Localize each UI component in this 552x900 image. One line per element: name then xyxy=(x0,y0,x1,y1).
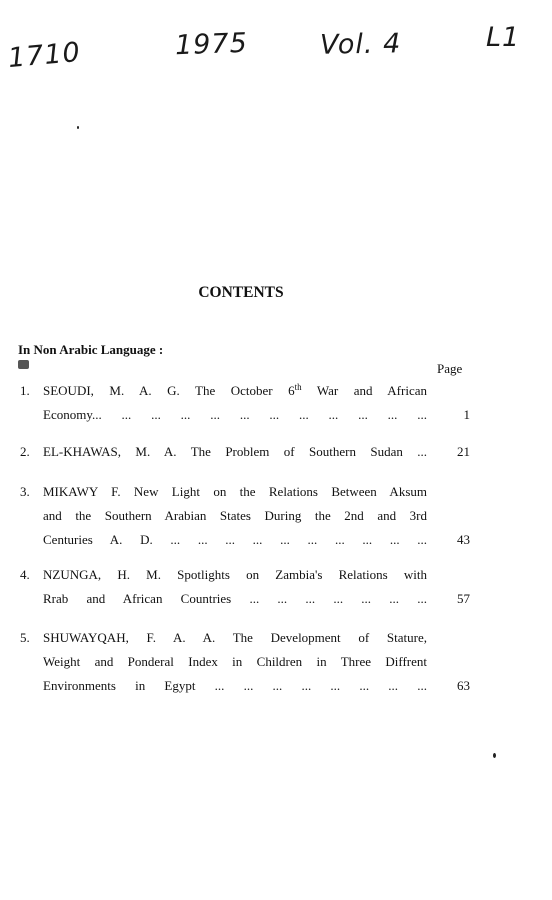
entry-page-number: 1 xyxy=(463,407,470,422)
handwritten-number-left: 1710 xyxy=(6,36,82,75)
handwritten-volume: Vol. 4 xyxy=(319,28,402,61)
entry-number: 5. xyxy=(20,630,30,645)
handwritten-year: 1975 xyxy=(174,27,249,62)
entry-number: 3. xyxy=(20,484,30,499)
toc-entry xyxy=(0,444,552,468)
entry-line: SHUWAYQAH, F. A. A. The Development of Stature, xyxy=(43,630,427,645)
entry-page-number: 43 xyxy=(457,532,470,547)
ordinal-suffix: th xyxy=(294,382,302,392)
entry-line: Centuries A. D. ... ... ... ... ... ... ... ... ... ... xyxy=(43,532,427,547)
entry-page-number: 21 xyxy=(457,444,470,459)
toc-entry xyxy=(0,567,552,615)
toc-entry xyxy=(0,383,552,431)
entry-line: Rrab and African Countries ... ... ... ... ... ... ... xyxy=(43,591,427,606)
entry-line: Economy... ... ... ... ... ... ... ... ... ... ... ... xyxy=(43,407,427,422)
entry-line: MIKAWY F. New Light on the Relations Between Aksum xyxy=(43,484,427,499)
entry-line-text: SEOUDI, M. A. G. The October 6th War and African xyxy=(43,382,427,398)
entry-number: 2. xyxy=(20,444,30,459)
page-column-header: Page xyxy=(437,361,463,376)
ink-speck xyxy=(493,753,496,758)
entry-number: 1. xyxy=(20,383,30,398)
entry-line xyxy=(43,383,427,399)
handwritten-code: L1 xyxy=(486,22,521,53)
entry-number: 4. xyxy=(20,567,30,582)
entry-line: Weight and Ponderal Index in Children in Three Diffrent xyxy=(43,654,427,669)
entry-line: Environments in Egypt ... ... ... ... ... ... ... ... xyxy=(43,678,427,693)
entry-line: NZUNGA, H. M. Spotlights on Zambia's Relations with xyxy=(43,567,427,582)
toc-entry xyxy=(0,630,552,702)
section-heading: In Non Arabic Language : xyxy=(18,342,164,357)
entry-line: EL-KHAWAS, M. A. The Problem of Southern Sudan ... xyxy=(43,444,427,459)
page-title: CONTENTS xyxy=(198,284,284,301)
entry-page-number: 63 xyxy=(457,678,470,693)
ink-speck xyxy=(77,126,79,129)
entry-page-number: 57 xyxy=(457,591,470,606)
ink-smudge xyxy=(18,360,29,369)
toc-entry xyxy=(0,484,552,556)
entry-line: and the Southern Arabian States During the 2nd and 3rd xyxy=(43,508,427,523)
